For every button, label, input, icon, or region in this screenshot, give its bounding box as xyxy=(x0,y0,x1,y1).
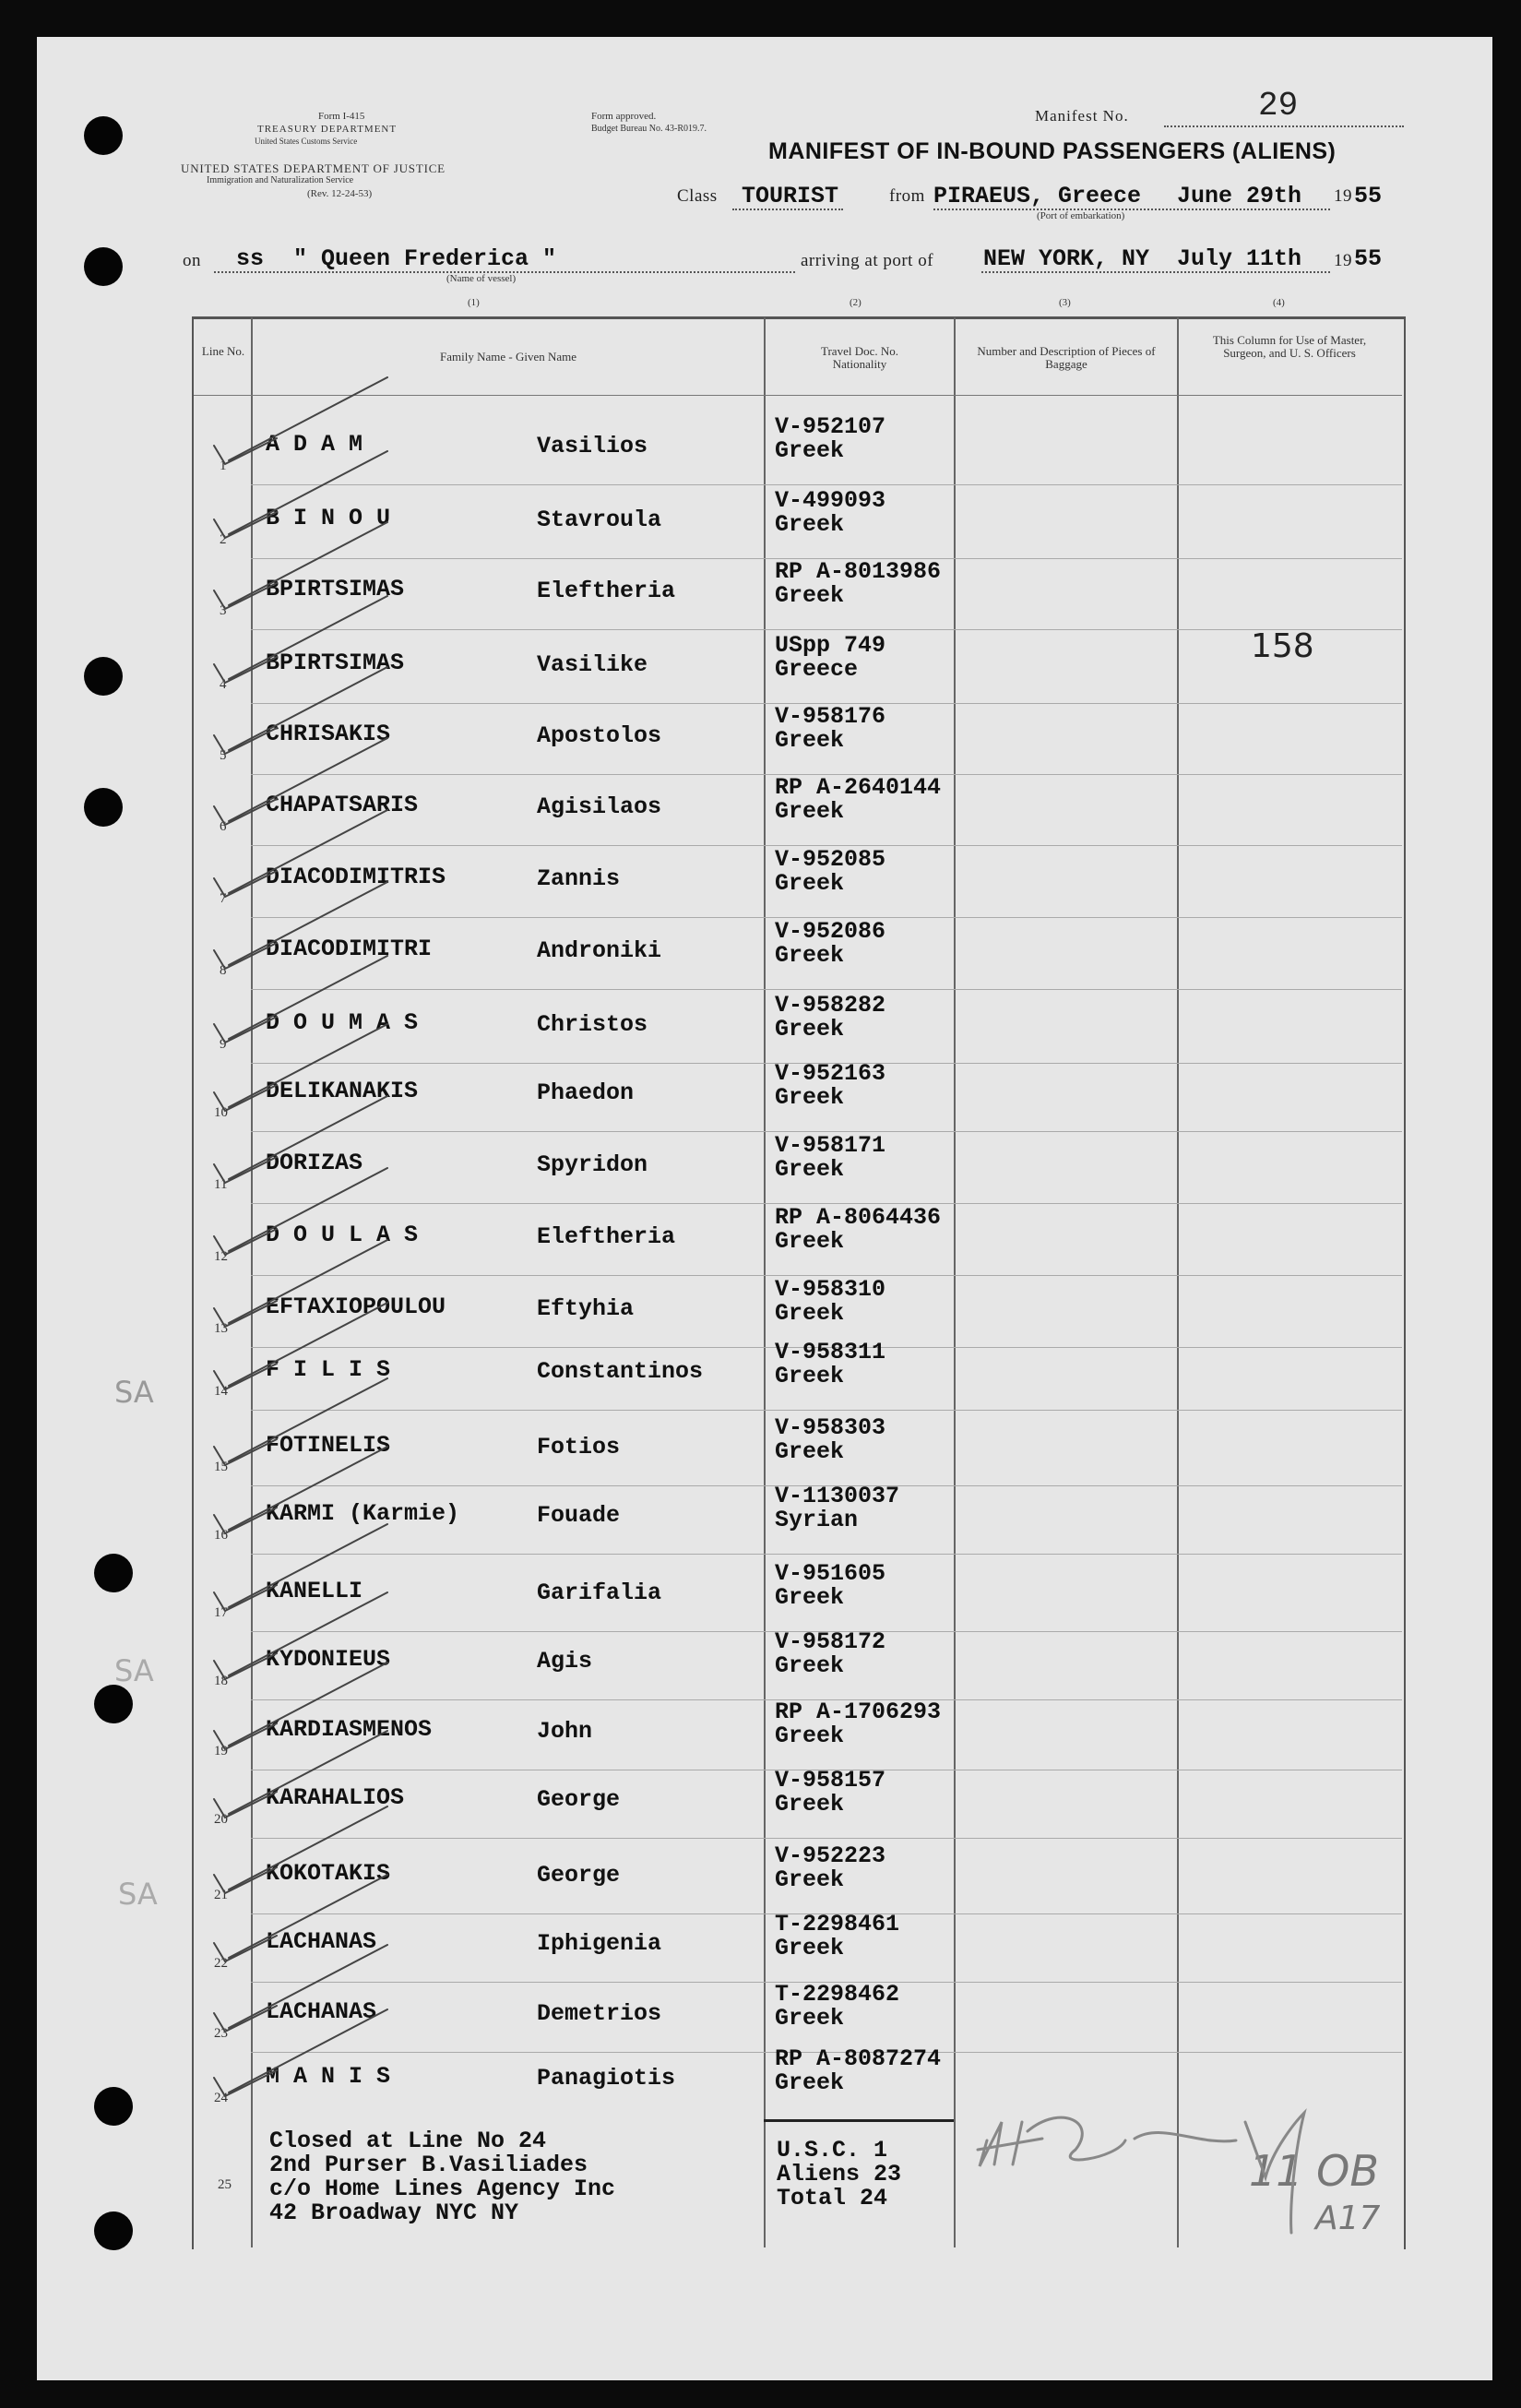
given-name: Christos xyxy=(537,1011,648,1038)
nationality: Greek xyxy=(775,1016,845,1043)
travel-doc-number: V-952086 xyxy=(775,918,886,945)
travel-doc-number: RP A-8064436 xyxy=(775,1204,942,1231)
nationality: Greek xyxy=(775,798,845,825)
line-number: 3 xyxy=(220,603,227,618)
check-mark xyxy=(214,1168,387,1255)
header-baggage: Number and Description of Pieces of Baggage xyxy=(977,344,1156,371)
year-prefix: 19 xyxy=(1334,186,1352,206)
family-name: CHAPATSARIS xyxy=(266,792,419,818)
on-label: on xyxy=(183,251,201,270)
ins-label: Immigration and Naturalization Service xyxy=(207,175,354,185)
line-number: 21 xyxy=(214,1888,228,1902)
line-number: 13 xyxy=(214,1321,228,1336)
family-name: LACHANAS xyxy=(266,1998,377,2025)
line-number: 23 xyxy=(214,2026,228,2041)
arrival-port: NEW YORK, NY xyxy=(983,245,1150,272)
line-number: 4 xyxy=(220,677,227,692)
given-name: Vasilike xyxy=(537,651,648,678)
check-mark xyxy=(214,1875,387,1961)
nationality: Greek xyxy=(775,511,845,538)
vessel-name: " Queen Frederica " xyxy=(293,245,557,272)
check-mark xyxy=(214,1731,387,1818)
travel-doc-number: V-958176 xyxy=(775,703,886,730)
given-name: Agisilaos xyxy=(537,793,662,820)
agency-address: 42 Broadway NYC NY xyxy=(269,2199,519,2226)
travel-doc-number: V-958171 xyxy=(775,1132,886,1159)
family-name: KANELLI xyxy=(266,1578,363,1604)
given-name: Vasilios xyxy=(537,433,648,459)
given-name: Eftyhia xyxy=(537,1295,635,1322)
from-label: from xyxy=(889,186,925,206)
customs-label: United States Customs Service xyxy=(255,137,358,146)
nationality: Greek xyxy=(775,1791,845,1818)
travel-doc-number: USpp 749 xyxy=(775,632,886,659)
travel-doc-number: V-499093 xyxy=(775,487,886,514)
nationality: Greek xyxy=(775,2069,845,2096)
col-3-number: (3) xyxy=(1059,297,1071,308)
check-mark xyxy=(214,1096,387,1183)
nationality: Greece xyxy=(775,656,859,683)
check-mark xyxy=(214,1303,387,1389)
class-label: Class xyxy=(677,186,718,206)
col-2-number: (2) xyxy=(850,297,862,308)
annotation-sa: SA xyxy=(114,1653,154,1688)
arriving-label: arriving at port of xyxy=(801,251,934,270)
travel-doc-number: V-958282 xyxy=(775,992,886,1019)
family-name: FOTINELIS xyxy=(266,1432,391,1459)
check-mark xyxy=(214,377,387,464)
form-number: Form I-415 xyxy=(318,111,365,122)
officer-note: 158 xyxy=(1251,627,1314,665)
travel-doc-number: T-2298462 xyxy=(775,1981,900,2008)
travel-doc-number: V-958310 xyxy=(775,1276,886,1303)
given-name: Iphigenia xyxy=(537,1930,662,1957)
nationality: Greek xyxy=(775,2005,845,2032)
manifest-no-value: 29 xyxy=(1258,87,1299,125)
line-number: 8 xyxy=(220,963,227,978)
check-mark xyxy=(214,738,387,825)
family-name: A D A M xyxy=(266,431,363,458)
nationality: Greek xyxy=(775,582,845,609)
treasury-label: TREASURY DEPARTMENT xyxy=(257,124,398,135)
family-name: KOKOTAKIS xyxy=(266,1860,391,1887)
usc-count: U.S.C. 1 xyxy=(777,2137,888,2164)
check-mark xyxy=(214,1524,387,1611)
line-number: 12 xyxy=(214,1249,228,1264)
travel-doc-number: V-952107 xyxy=(775,413,886,440)
total-count: Total 24 xyxy=(777,2185,888,2211)
port-caption: (Port of embarkation) xyxy=(1037,210,1125,221)
travel-doc-number: V-952163 xyxy=(775,1060,886,1087)
aliens-count: Aliens 23 xyxy=(777,2161,902,2187)
line-number: 1 xyxy=(220,459,227,473)
line-number: 6 xyxy=(220,819,227,834)
family-name: DORIZAS xyxy=(266,1150,363,1176)
given-name: Panagiotis xyxy=(537,2065,676,2092)
line-number: 2 xyxy=(220,532,227,547)
nationality: Greek xyxy=(775,1935,845,1961)
nationality: Greek xyxy=(775,1584,845,1611)
family-name: CHRISAKIS xyxy=(266,721,391,747)
nationality: Greek xyxy=(775,942,845,969)
nationality: Greek xyxy=(775,1866,845,1893)
given-name: Demetrios xyxy=(537,2000,662,2027)
nationality: Greek xyxy=(775,727,845,754)
check-mark xyxy=(214,1024,387,1111)
check-mark xyxy=(214,1378,387,1465)
nationality: Greek xyxy=(775,437,845,464)
nationality: Greek xyxy=(775,1652,845,1679)
annotation-sa: SA xyxy=(118,1877,158,1912)
given-name: Eleftheria xyxy=(537,1223,676,1250)
check-mark xyxy=(214,451,387,538)
given-name: Apostolos xyxy=(537,722,662,749)
embarkation-date: June 29th xyxy=(1177,183,1302,209)
line-number: 10 xyxy=(214,1105,228,1120)
family-name: EFTAXIOPOULOU xyxy=(266,1293,446,1320)
purser-name: 2nd Purser B.Vasiliades xyxy=(269,2152,588,2178)
family-name: DIACODIMITRI xyxy=(266,936,433,962)
check-mark xyxy=(214,1806,387,1893)
given-name: Zannis xyxy=(537,865,621,892)
family-name: D O U M A S xyxy=(266,1009,419,1036)
family-name: KARMI (Karmie) xyxy=(266,1500,460,1527)
line-number: 14 xyxy=(214,1384,228,1399)
family-name: D O U L A S xyxy=(266,1222,419,1248)
travel-doc-number: RP A-1706293 xyxy=(775,1699,942,1725)
nationality: Greek xyxy=(775,1084,845,1111)
travel-doc-number: V-958303 xyxy=(775,1414,886,1441)
check-mark xyxy=(214,1592,387,1679)
budget-bureau: Budget Bureau No. 43-R019.7. xyxy=(591,124,707,134)
line-number: 15 xyxy=(214,1460,228,1474)
nationality: Greek xyxy=(775,1300,845,1327)
travel-doc-number: V-958157 xyxy=(775,1767,886,1794)
nationality: Syrian xyxy=(775,1507,859,1533)
travel-doc-number: RP A-8013986 xyxy=(775,558,942,585)
given-name: Fotios xyxy=(537,1434,621,1460)
travel-doc-number: RP A-2640144 xyxy=(775,774,942,801)
closing-statement: Closed at Line No 24 xyxy=(269,2128,547,2154)
officer-code-2: A17 xyxy=(1315,2199,1381,2237)
family-name: KARDIASMENOS xyxy=(266,1716,433,1743)
header-name: Family Name - Given Name xyxy=(439,350,576,364)
check-mark xyxy=(214,596,387,683)
arrival-year-prefix: 19 xyxy=(1334,251,1352,270)
line-number: 22 xyxy=(214,1956,228,1971)
family-name: BPIRTSIMAS xyxy=(266,576,405,602)
given-name: George xyxy=(537,1786,621,1813)
travel-doc-number: V-952223 xyxy=(775,1842,886,1869)
nationality: Greek xyxy=(775,1156,845,1183)
line-number: 19 xyxy=(214,1744,228,1758)
given-name: George xyxy=(537,1862,621,1889)
check-mark xyxy=(214,810,387,897)
check-mark xyxy=(214,1945,387,2032)
arrival-year: 55 xyxy=(1354,245,1383,272)
line-number: 5 xyxy=(220,748,227,763)
given-name: Androniki xyxy=(537,937,662,964)
family-name: B I N O U xyxy=(266,505,391,531)
given-name: Garifalia xyxy=(537,1580,662,1606)
check-mark xyxy=(214,522,387,609)
revision-label: (Rev. 12-24-53) xyxy=(307,188,373,199)
col-4-number: (4) xyxy=(1273,297,1285,308)
family-name: M A N I S xyxy=(266,2063,391,2090)
given-name: John xyxy=(537,1718,593,1745)
travel-doc-number: RP A-8087274 xyxy=(775,2045,942,2072)
line-number: 16 xyxy=(214,1528,228,1543)
annotation-sa: SA xyxy=(114,1375,154,1410)
nationality: Greek xyxy=(775,1438,845,1465)
travel-doc-number: V-951605 xyxy=(775,1560,886,1587)
check-mark xyxy=(214,1663,387,1749)
given-name: Phaedon xyxy=(537,1079,635,1106)
family-name: DIACODIMITRIS xyxy=(266,864,446,890)
line-number: 20 xyxy=(214,1812,228,1827)
manifest-no-label: Manifest No. xyxy=(1035,107,1129,125)
family-name: LACHANAS xyxy=(266,1928,377,1955)
travel-doc-number: V-952085 xyxy=(775,846,886,873)
travel-doc-number: V-958172 xyxy=(775,1628,886,1655)
embarkation-year: 55 xyxy=(1354,183,1383,209)
family-name: KARAHALIOS xyxy=(266,1784,405,1811)
nationality: Greek xyxy=(775,870,845,897)
check-mark xyxy=(214,667,387,754)
doj-label: UNITED STATES DEPARTMENT OF JUSTICE xyxy=(181,161,446,175)
family-name: F I L I S xyxy=(266,1356,391,1383)
family-name: BPIRTSIMAS xyxy=(266,650,405,676)
travel-doc-number: V-958311 xyxy=(775,1339,886,1365)
check-mark xyxy=(214,1240,387,1327)
line-number: 11 xyxy=(214,1177,228,1192)
given-name: Eleftheria xyxy=(537,578,676,604)
family-name: DELIKANAKIS xyxy=(266,1078,419,1104)
line-number: 7 xyxy=(220,891,227,906)
given-name: Constantinos xyxy=(537,1358,704,1385)
line-number: 17 xyxy=(214,1605,228,1620)
check-mark xyxy=(214,1447,387,1533)
given-name: Spyridon xyxy=(537,1151,648,1178)
nationality: Greek xyxy=(775,1723,845,1749)
class-value: TOURIST xyxy=(742,183,839,209)
check-mark xyxy=(214,956,387,1043)
arrival-date: July 11th xyxy=(1177,245,1302,272)
family-name: KYDONIEUS xyxy=(266,1646,391,1673)
header-officers: This Column for Use of Master, Surgeon, and U. S. Officers xyxy=(1212,333,1367,360)
travel-doc-number: T-2298461 xyxy=(775,1911,900,1937)
header-travel-doc: Travel Doc. No. Nationality xyxy=(820,344,898,371)
vessel-caption: (Name of vessel) xyxy=(446,273,517,284)
officer-code: 11 OB xyxy=(1249,2146,1379,2196)
line-number: 24 xyxy=(214,2091,228,2105)
check-mark xyxy=(214,882,387,969)
embarkation-port: PIRAEUS, Greece xyxy=(933,183,1142,209)
col-1-number: (1) xyxy=(468,297,480,308)
nationality: Greek xyxy=(775,1228,845,1255)
nationality: Greek xyxy=(775,1363,845,1389)
given-name: Stavroula xyxy=(537,507,662,533)
closing-line-number: 25 xyxy=(218,2177,232,2192)
agency-name: c/o Home Lines Agency Inc xyxy=(269,2176,616,2202)
line-number: 9 xyxy=(220,1037,227,1052)
line-number: 18 xyxy=(214,1674,228,1688)
travel-doc-number: V-1130037 xyxy=(775,1483,900,1509)
manifest-title: MANIFEST OF IN-BOUND PASSENGERS (ALIENS) xyxy=(768,138,1337,164)
given-name: Agis xyxy=(537,1648,593,1675)
given-name: Fouade xyxy=(537,1502,621,1529)
form-approved: Form approved. xyxy=(591,111,657,122)
header-line-no: Line No. xyxy=(201,344,245,358)
vessel-prefix: ss xyxy=(236,245,265,272)
